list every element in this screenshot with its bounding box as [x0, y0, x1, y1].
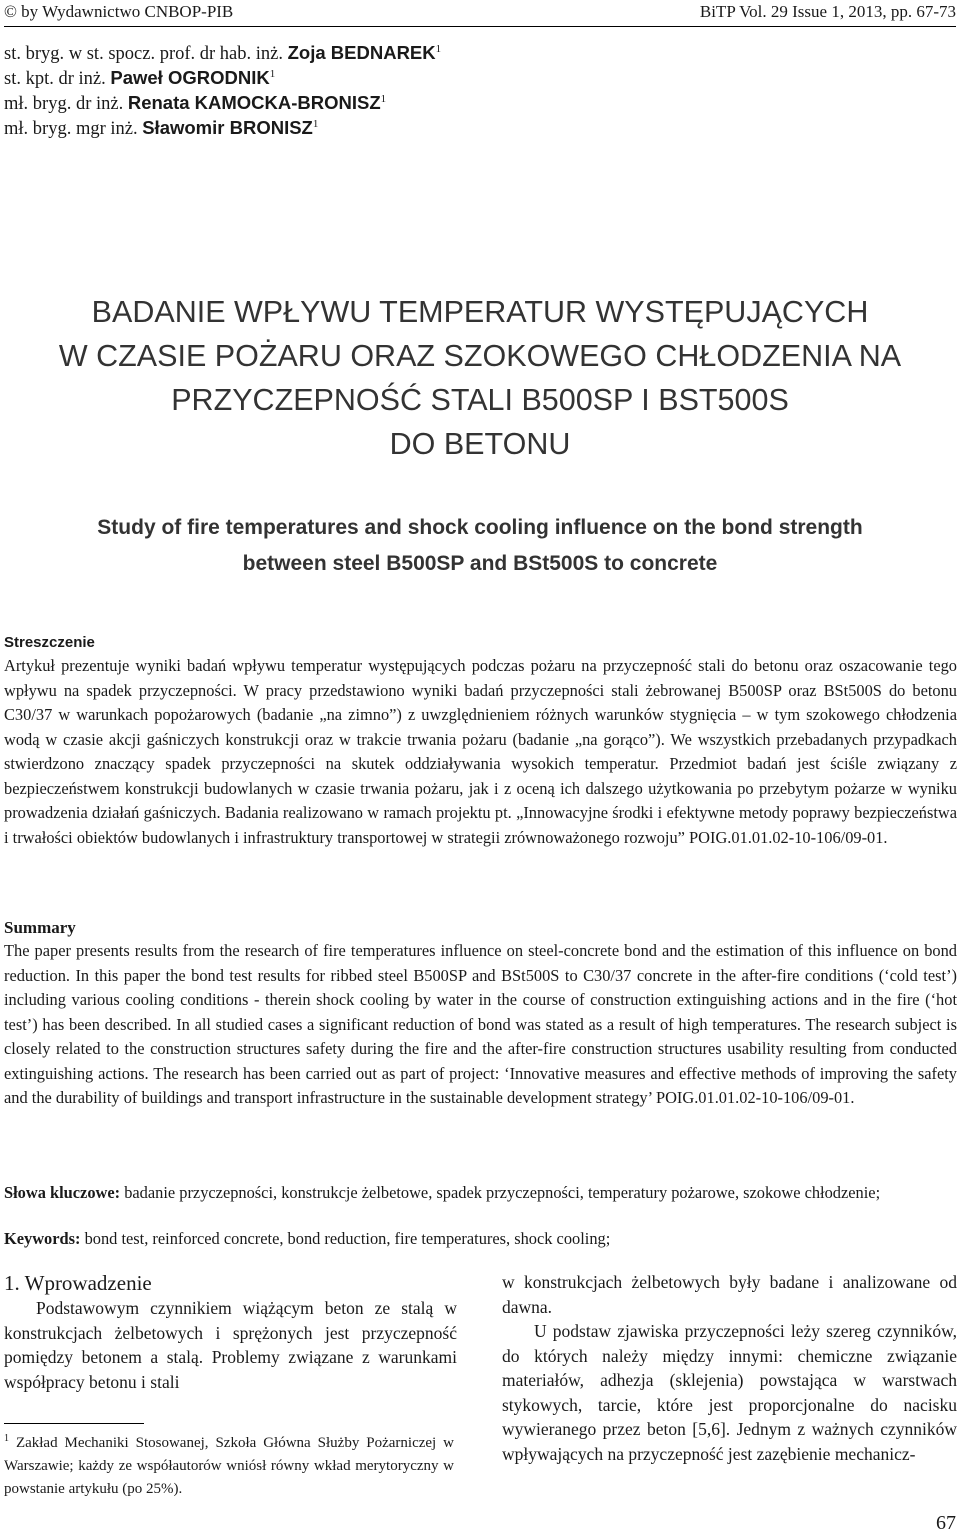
title-english — [0, 510, 960, 582]
publisher-copyright: © by Wydawnictwo CNBOP-PIB — [4, 2, 234, 21]
abstract-polish — [4, 632, 957, 850]
title-line: Study of fire temperatures and shock cooling influence on the bond strength — [97, 516, 863, 539]
keywords-text: bond test, reinforced concrete, bond reduction, fire temperatures, shock cooling; — [80, 1229, 611, 1248]
page-number: 67 — [936, 1512, 956, 1534]
footnote — [4, 1432, 454, 1501]
journal-citation: BiTP Vol. 29 Issue 1, 2013, pp. 67-73 — [699, 2, 956, 21]
footnote-text: Zakład Mechaniki Stosowanej, Szkoła Główna Służby Pożarniczej w Warszawie; każdy ze współautorów wniósł równy wkład merytoryczny w powstanie artykułu (po 25%). — [4, 1435, 454, 1497]
abstract-english — [4, 917, 957, 1111]
body-paragraph: Podstawowym czynnikiem wiążącym beton ze stalą w konstrukcjach żelbetowych i sprężonych jest przyczepność pomiędzy betonem a stalą. Problemy związane z warunkami współpracy betonu i stali — [4, 1298, 457, 1392]
keywords-label: Keywords: — [4, 1229, 81, 1248]
keywords-label: Słowa kluczowe: — [4, 1183, 121, 1202]
keywords-text: badanie przyczepności, konstrukcje żelbetowe, spadek przyczepności, temperatury pożarowe, szokowe chłodzenie; — [120, 1183, 881, 1202]
body-paragraph: w konstrukcjach żelbetowych były badane i analizowane od dawna. — [502, 1272, 957, 1317]
keywords-english — [4, 1227, 957, 1251]
title-line: DO BETONU — [389, 427, 571, 461]
author-list — [4, 41, 441, 141]
author-name: Paweł OGRODNIK — [110, 67, 270, 88]
affiliation-marker: 1 — [435, 42, 442, 55]
affiliation-marker: 1 — [269, 67, 276, 80]
footnote-marker: 1 — [4, 1433, 9, 1444]
body-paragraph: U podstaw zjawiska przyczepności leży szereg czynników, do których należy między innymi: chemiczne związanie materiałów, adhezja (sklejenia) powstająca w warstwach stykowych, tarcie, które jest proporcjonalne do nacisku wywieranego przez beton [5,6]. Jednym z ważnych czynników wpływających na przyczepność jest zazębienie mechanicz- — [502, 1321, 957, 1464]
affiliation-marker: 1 — [312, 117, 319, 130]
summary-heading: Summary — [4, 918, 76, 937]
keywords-polish — [4, 1181, 957, 1205]
author-name: Sławomir BRONISZ — [142, 117, 313, 138]
author-line: st. bryg. w st. spocz. prof. dr hab. inż. Zoja BEDNAREK$^1$ — [4, 42, 442, 64]
running-header — [4, 0, 956, 27]
title-line: W CZASIE POŻARU ORAZ SZOKOWEGO CHŁODZENIA NA — [58, 339, 902, 373]
author-name: Renata KAMOCKA-BRONISZ — [127, 92, 381, 113]
abstract-text: Artykuł prezentuje wyniki badań wpływu temperatur występujących podczas pożaru na przyczepność stali do betonu oraz oszacowanie tego wpływu na spadek przyczepności. W pracy przedstawiono wyniki badań przyczepności stali żebrowanej B500SP oraz BSt500S do betonu C30/37 w warunkach popożarowych (badanie „na zimno”) z uwzględnieniem różnych warunków stygnięcia – w tym szokowego chłodzenia wodą w czasie akcji gaśniczych konstrukcji oraz w trakcie trwania pożaru (badanie „na gorąco”). We wszystkich przebadanych przypadkach stwierdzono znaczący spadek przyczepności na skutek oddziaływania wysokich temperatur. Przedmiot badań jest ściśle związany z bezpieczeństwem konstrukcji budowlanych w czasie trwania pożaru, jak i z oceną ich dalszego użytkowania po przebytym pożarze w wyniku prowadzenia działań gaśniczych. Badania realizowano w ramach projektu pt. „Innowacyjne środki i efektywne metody poprawy bezpieczeństwa i trwałości obiektów budowlanych i infrastruktury transportowej w strategii zrównoważonego rozwoju” POIG.01.01.02-10-106/09-01. — [4, 656, 957, 847]
summary-text: The paper presents results from the research of fire temperatures influence on steel-concrete bond and the estimation of this influence on bond reduction. In this paper the bond test results for ribbed steel B500SP and BSt500S to C30/37 concrete in the after-fire conditions (‘cold test’) including various cooling conditions - therein shock cooling by water in the course of construction extinguishing actions and in the fire (‘hot test’) has been described. In all studied cases a significant reduction of bond was stated as a result of high temperatures. The research subject is closely related to the construction structures safety during the fire and the after-fire construction structures usability resulting from conducted extinguishing actions. The research has been carried out as part of project: ‘Innovative measures and effective methods of improving the safety and the durability of buildings and transport infrastructure in the sustainable development strategy’ POIG.01.01.02-10-106/09-01. — [4, 941, 957, 1107]
section-heading: 1. Wprowadzenie — [4, 1271, 152, 1295]
footnote-divider — [4, 1423, 144, 1424]
author-line: mł. bryg. dr inż. Renata KAMOCKA-BRONISZ$^1$ — [4, 92, 387, 114]
title-polish — [0, 290, 960, 466]
title-line: PRZYCZEPNOŚĆ STALI B500SP I BST500S — [171, 383, 789, 417]
column-right — [502, 1270, 957, 1466]
author-name: Zoja BEDNAREK — [287, 42, 436, 63]
author-line: st. kpt. dr inż. Paweł OGRODNIK$^1$ — [4, 67, 276, 89]
title-line: BADANIE WPŁYWU TEMPERATUR WYSTĘPUJĄCYCH — [91, 295, 869, 329]
affiliation-marker: 1 — [380, 92, 387, 105]
title-line: between steel B500SP and BSt500S to concrete — [242, 552, 718, 575]
abstract-heading: Streszczenie — [4, 634, 95, 651]
column-left — [4, 1270, 457, 1394]
author-line: mł. bryg. mgr inż. Sławomir BRONISZ$^1$ — [4, 117, 319, 139]
